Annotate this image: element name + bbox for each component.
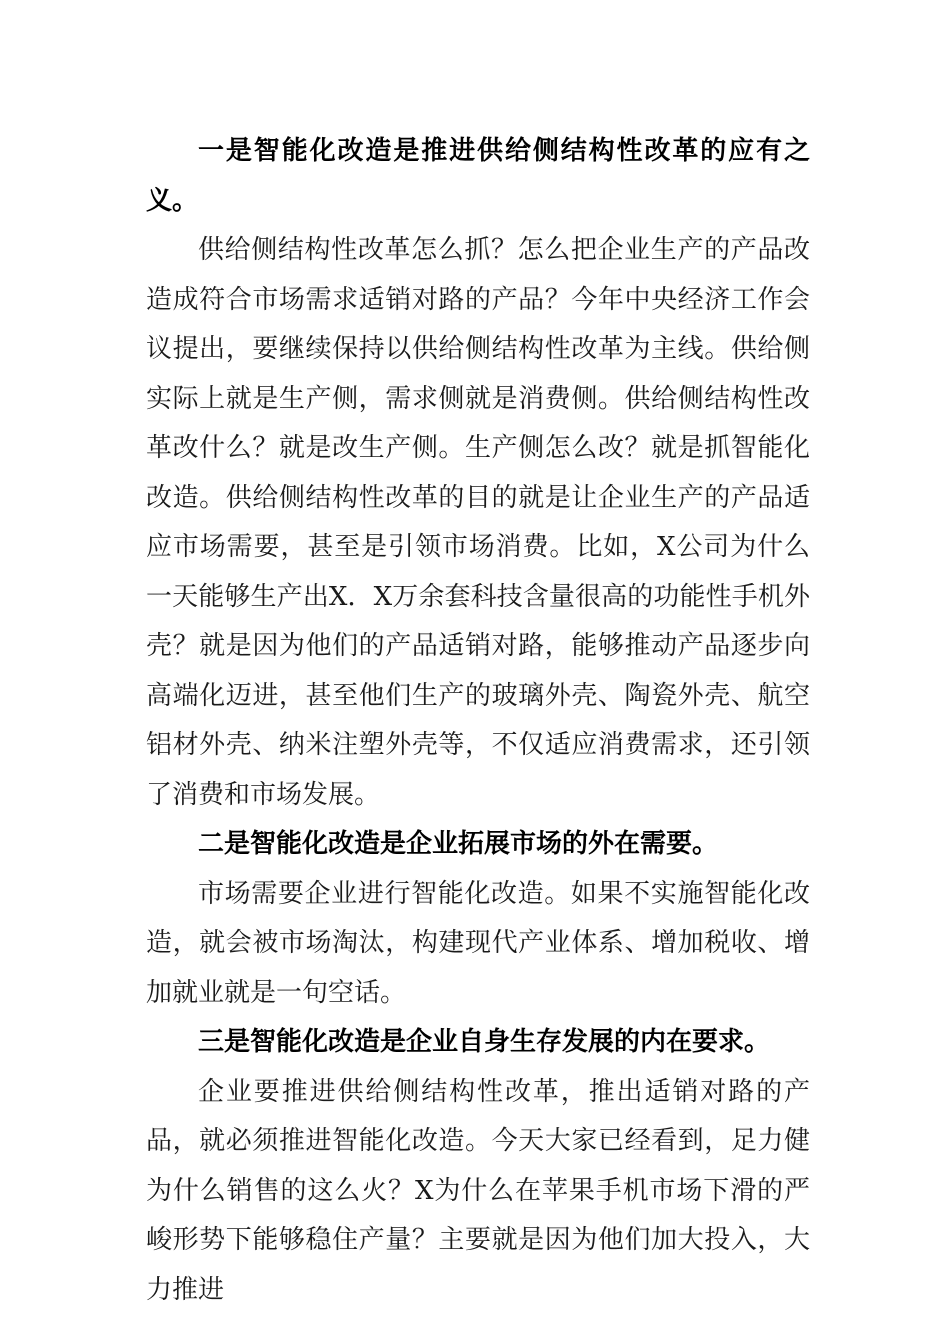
body-paragraph-3: 企业要推进供给侧结构性改革，推出适销对路的产品，就必须推进智能化改造。今天大家已经看到，足力健为什么销售的这么火？X为什么在苹果手机市场下滑的严峻形势下能够稳住产量？主要就是因为他们加大投入，大力推进 [146,1076,810,1305]
document-body [146,127,810,1315]
body-paragraph-2: 市场需要企业进行智能化改造。如果不实施智能化改造，就会被市场淘汰，构建现代产业体系、增加税收、增加就业就是一句空话。 [146,878,810,1008]
section-heading-3: 三是智能化改造是企业自身生存发展的内在要求。 [198,1027,771,1057]
body-paragraph-1: 供给侧结构性改革怎么抓？怎么把企业生产的产品改造成符合市场需求适销对路的产品？今年中央经济工作会议提出，要继续保持以供给侧结构性改革为主线。供给侧实际上就是生产侧，需求侧就是消费侧。供给侧结构性改革改什么？就是改生产侧。生产侧怎么改？就是抓智能化改造。供给侧结构性改革的目的就是让企业生产的产品适应市场需要，甚至是引领市场消费。比如，X公司为什么一天能够生产出X．X万余套科技含量很高的功能性手机外壳？就是因为他们的产品适销对路，能够推动产品逐步向高端化迈进，甚至他们生产的玻璃外壳、陶瓷外壳、航空铝材外壳、纳米注塑外壳等，不仅适应消费需求，还引领了消费和市场发展。 [146,235,810,810]
section-heading-2: 二是智能化改造是企业拓展市场的外在需要。 [198,829,719,859]
section-heading-1: 一是智能化改造是推进供给侧结构性改革的应有之义。 [146,136,810,216]
